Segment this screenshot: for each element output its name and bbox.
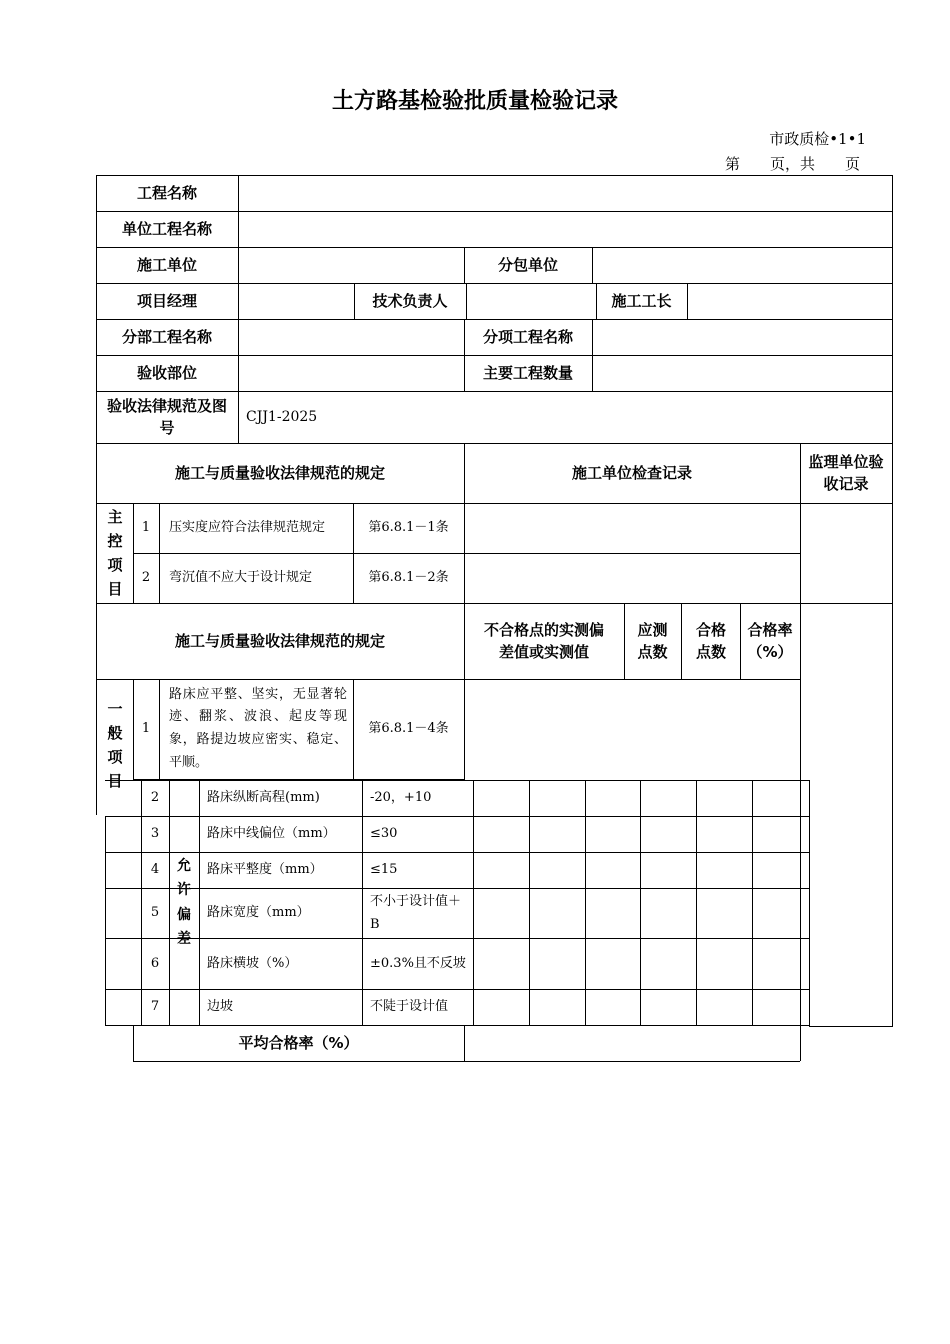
header-deviation-values: 不合格点的实测偏差值或实测值 (483, 620, 604, 661)
tol-row-4-no: 5 (150, 905, 160, 921)
tol-row-3-value: ≤15 (370, 862, 398, 878)
label-construction-unit: 施工单位 (136, 255, 197, 274)
tol-row-1-item: 路床纵断高程(mm) (207, 790, 320, 806)
tol-row-6-value: 不陡于设计值 (370, 999, 449, 1015)
supervisor-main-record[interactable] (800, 503, 892, 603)
header-pass-rate: 合格率（%） (747, 620, 793, 661)
tol-row-2-value: ≤30 (370, 826, 398, 842)
general-item-1-record[interactable] (464, 679, 800, 779)
tol-row-4-item: 路床宽度（mm） (207, 905, 310, 921)
input-division-name[interactable] (238, 319, 464, 355)
label-inspection-part: 验收部位 (136, 363, 197, 382)
page-info: 第 页，共 页 (724, 155, 860, 173)
main-item-1-no: 1 (141, 520, 151, 536)
input-project-name[interactable] (238, 175, 892, 211)
tol-row-6-item: 边坡 (207, 999, 234, 1015)
tol-row-1-value: -20，+10 (370, 790, 432, 806)
label-technical-lead: 技术负责人 (372, 291, 448, 310)
input-inspection-part[interactable] (238, 355, 464, 391)
main-item-2-clause: 第6.8.1－2条 (368, 570, 449, 586)
standard-value: CJJ1-2025 (246, 408, 318, 425)
input-foreman[interactable] (687, 283, 892, 319)
tol-row-5-value: ±0.3%且不反坡 (370, 955, 466, 971)
tol-row-3-no: 4 (150, 862, 160, 878)
input-technical-lead[interactable] (466, 283, 596, 319)
header-contractor-record: 施工单位检查记录 (571, 463, 692, 482)
input-unit-project-name[interactable] (238, 211, 892, 247)
tol-row-6-no: 7 (150, 999, 160, 1015)
tol-row-4-value: 不小于设计值＋B (370, 893, 462, 932)
main-item-1-clause: 第6.8.1－1条 (368, 520, 449, 536)
general-item-1-no: 1 (141, 721, 151, 737)
label-main-quantity: 主要工程数量 (482, 363, 573, 382)
tol-row-2-item: 路床中线偏位（mm） (207, 826, 336, 842)
header-spec-rules: 施工与质量验收法律规范的规定 (174, 463, 385, 482)
form-code: 市政质检•1•1 (769, 130, 866, 148)
supervisor-general-record[interactable] (800, 603, 892, 1026)
main-item-2-record[interactable] (464, 553, 800, 603)
label-subcontractor: 分包单位 (497, 255, 558, 274)
main-item-2-no: 2 (141, 570, 151, 586)
header-spec-rules-2: 施工与质量验收法律规范的规定 (174, 631, 385, 650)
input-construction-unit[interactable] (238, 247, 464, 283)
page-title: 土方路基检验批质量检验记录 (331, 89, 618, 114)
main-item-2-text: 弯沉值不应大于设计规定 (169, 570, 313, 586)
tol-row-5-no: 6 (150, 955, 160, 971)
tol-row-5-item: 路床横坡（%） (207, 955, 298, 971)
main-item-1-record[interactable] (464, 503, 800, 553)
input-subitem-name[interactable] (592, 319, 892, 355)
label-project-name: 工程名称 (136, 183, 197, 202)
average-pass-rate-label: 平均合格率（%） (238, 1033, 359, 1052)
header-points-required: 应测点数 (637, 620, 668, 661)
label-division-name: 分部工程名称 (121, 327, 212, 346)
tol-row-3-item: 路床平整度（mm） (207, 862, 323, 878)
input-project-manager[interactable] (238, 283, 354, 319)
main-control-label: 主控项目 (107, 508, 123, 598)
tol-row-1-no: 2 (150, 790, 160, 806)
tol-row-2-no: 3 (150, 826, 160, 842)
general-item-1-text: 路床应平整、坚实，无显著轮迹、翻浆、波浪、起皮等现象，路提边坡应密实、稳定、平顺。 (169, 686, 347, 770)
average-pass-rate-value[interactable] (464, 1025, 800, 1061)
input-subcontractor[interactable] (592, 247, 892, 283)
input-main-quantity[interactable] (592, 355, 892, 391)
general-label: 一般项目 (107, 700, 123, 790)
tolerance-label: 允许偏差 (177, 857, 191, 947)
label-standard: 验收法律规范及图号 (106, 396, 227, 437)
label-project-manager: 项目经理 (136, 291, 197, 310)
general-item-1-clause: 第6.8.1－4条 (368, 721, 449, 737)
label-subitem-name: 分项工程名称 (482, 327, 573, 346)
header-supervisor-record: 监理单位验收记录 (808, 452, 884, 493)
label-foreman: 施工工长 (611, 291, 672, 310)
label-unit-project-name: 单位工程名称 (121, 219, 212, 238)
tolerance-measurement-area[interactable] (473, 780, 800, 1025)
header-points-qualified: 合格点数 (695, 620, 726, 661)
main-item-1-text: 压实度应符合法律规范规定 (169, 520, 326, 536)
